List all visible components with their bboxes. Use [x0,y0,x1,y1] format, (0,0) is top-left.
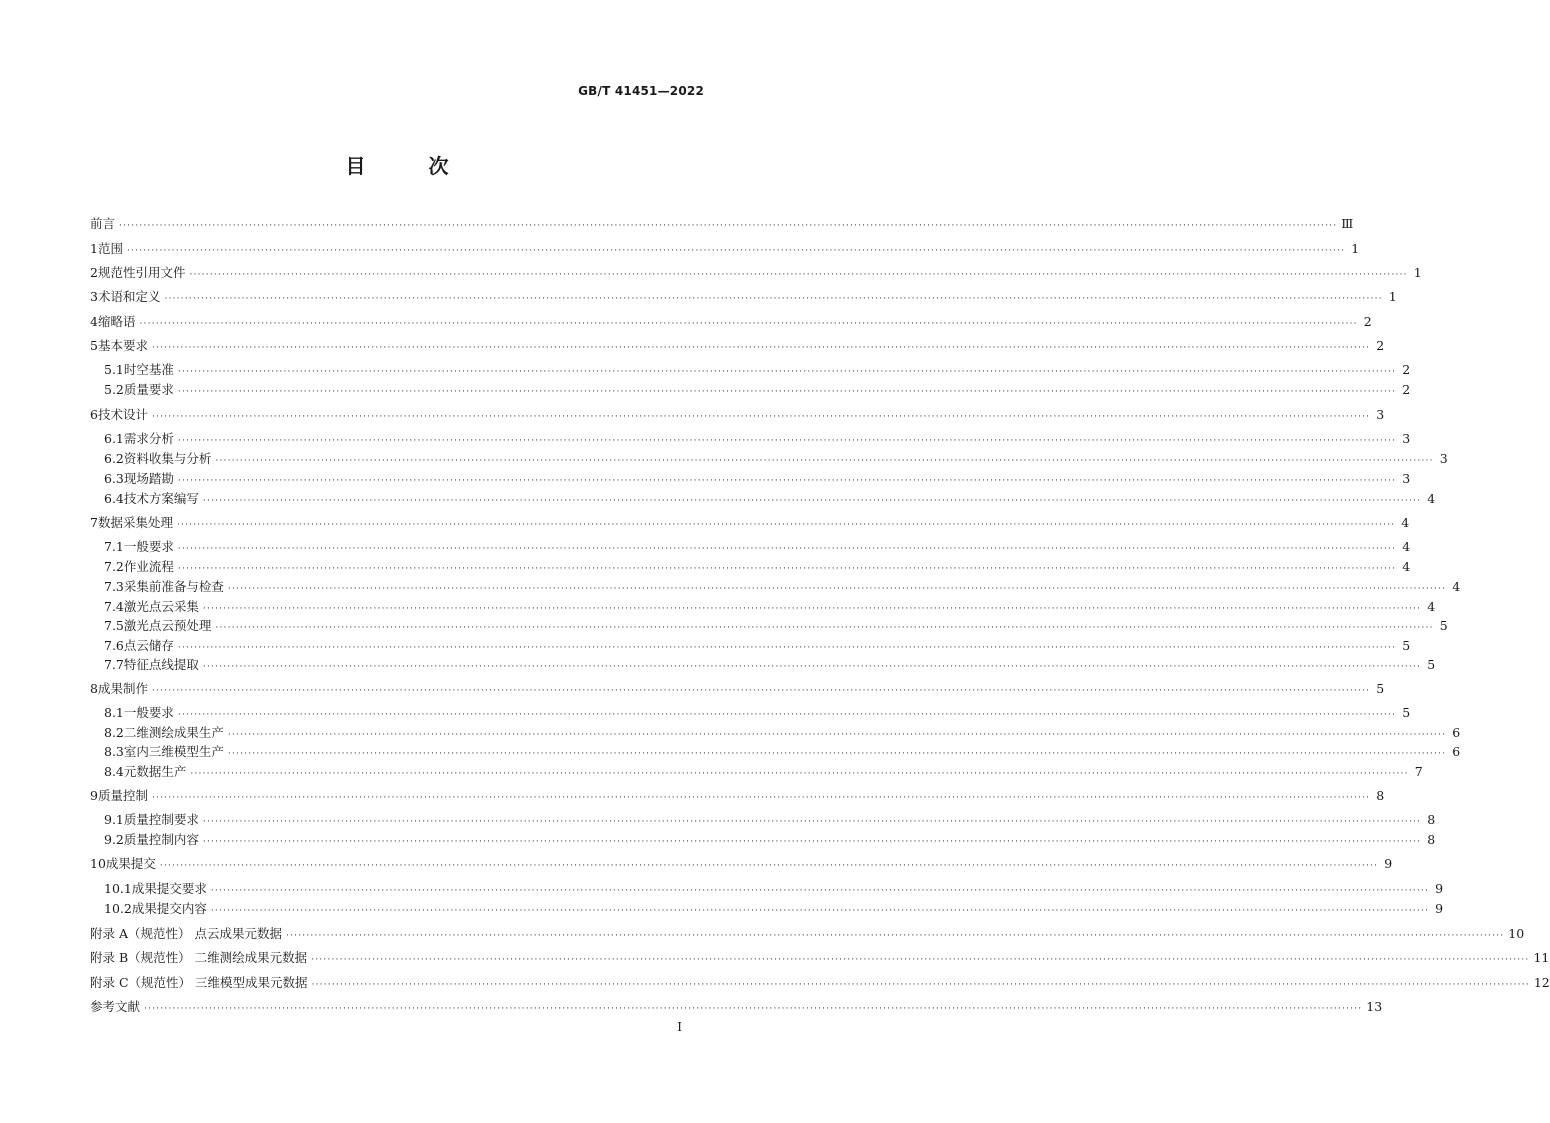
toc-entry-page: 10 [1508,926,1525,941]
toc-entry[interactable] [90,430,1411,448]
page-folio: I [677,1020,682,1034]
toc-entry[interactable] [90,490,1436,508]
toc-entry-label: 质量要求 [123,382,174,397]
toc-entry-page: Ⅲ [1341,216,1354,231]
toc-entry-number: 7 [90,515,98,530]
toc-entry-page: 8 [1427,812,1436,827]
toc-entry-number: 8.2 [104,725,124,740]
toc-entry[interactable] [90,313,1372,331]
toc-entry-label: 现场踏勘 [123,471,174,486]
toc-leader-dots: ············································································································································································································································································································ [202,604,1422,614]
toc-entry-page: 3 [1402,431,1411,446]
toc-leader-dots: ············································································································································································································································································································ [151,686,1371,696]
toc-leader-dots: ············································································································································································································································································································ [177,544,1397,554]
toc-entry-page: 5 [1402,638,1411,653]
toc-leader-dots: ············································································································································································································································································································ [177,643,1397,653]
toc-entry-label: 激光点云预处理 [123,618,212,633]
toc-entry-page: 5 [1427,657,1436,672]
toc-entry-number: 附录 C（规范性） [90,975,192,990]
toc-entry-label: 规范性引用文件 [97,265,186,280]
toc-entry-number: 4 [90,314,98,329]
toc-leader-dots: ············································································································································································································································································································ [210,886,1430,896]
toc-entry-number: 7.3 [104,579,124,594]
toc-entry-number: 7.6 [104,638,124,653]
toc-leader-dots: ············································································································································································································································································································ [177,564,1397,574]
toc-entry[interactable] [90,538,1411,556]
toc-leader-dots: ············································································································································································································································································································ [177,476,1397,486]
toc-entry[interactable] [90,337,1385,355]
toc-entry[interactable] [90,637,1411,655]
toc-entry-number: 7.1 [104,539,124,554]
toc-entry[interactable] [90,880,1444,898]
toc-entry-label: 一般要求 [123,539,174,554]
toc-entry[interactable] [90,743,1461,761]
toc-entry-page: 8 [1376,788,1385,803]
toc-entry-number: 7.4 [104,599,124,614]
toc-leader-dots: ············································································································································································································································································································ [144,1004,1363,1014]
toc-entry[interactable] [90,264,1422,282]
toc-entry-page: 1 [1351,241,1360,256]
toc-entry-number: 6.1 [104,431,124,446]
toc-entry-number: 7.5 [104,618,124,633]
toc-entry[interactable] [90,763,1423,781]
toc-entry-page: 13 [1366,999,1383,1014]
toc-entry-page: 11 [1533,950,1550,965]
toc-entry-number: 6.2 [104,451,124,466]
toc-entry-label: 前言 [90,216,116,231]
toc-entry[interactable] [90,656,1436,674]
toc-entry-page: 2 [1363,314,1372,329]
toc-leader-dots: ············································································································································································································································································································ [177,436,1397,446]
toc-leader-dots: ············································································································································································································································································································ [159,861,1379,871]
toc-entry-page: 6 [1452,725,1461,740]
toc-entry-label: 质量控制内容 [123,832,199,847]
toc-leader-dots: ············································································································································································································································································································ [202,837,1422,847]
toc-leader-dots: ············································································································································································································································································································ [119,221,1338,231]
toc-entry-page: 1 [1388,289,1397,304]
page-title: 目 次 [345,154,477,178]
toc-entry-label: 元数据生产 [123,764,187,779]
toc-entry-page: 4 [1401,515,1410,530]
toc-leader-dots: ············································································································································································································································································································ [189,270,1408,280]
toc-leader-dots: ············································································································································································································································································································ [164,294,1383,304]
toc-entry-page: 2 [1376,338,1385,353]
toc-entry-label: 资料收集与分析 [123,451,212,466]
toc-leader-dots: ············································································································································································································································································································ [151,343,1371,353]
toc-entry-page: 5 [1439,618,1448,633]
standard-code: GB/T 41451—2022 [578,84,704,98]
toc-entry-page: 5 [1402,705,1411,720]
toc-leader-dots: ············································································································································································································································································································ [126,246,1346,256]
toc-entry[interactable] [90,949,1550,967]
toc-entry-number: 10.1 [104,881,132,896]
toc-entry-label: 二维测绘成果元数据 [194,950,308,965]
toc-entry-number: 9.2 [104,832,124,847]
toc-leader-dots: ············································································································································································································································································································ [227,749,1447,759]
toc-entry-label: 缩略语 [97,314,136,329]
toc-entry-number: 8.1 [104,705,124,720]
toc-entry-label: 一般要求 [123,705,174,720]
toc-entry-number: 5.1 [104,362,124,377]
toc-entry-page: 3 [1439,451,1448,466]
toc-entry[interactable] [90,450,1448,468]
toc-entry-label: 作业流程 [123,559,174,574]
toc-entry-number: 9 [90,788,98,803]
toc-entry-label: 需求分析 [123,431,174,446]
toc-leader-dots: ············································································································································································································································································································ [151,412,1371,422]
toc-entry-label: 三维模型成果元数据 [195,975,308,990]
toc-entry-number: 8 [90,681,98,696]
toc-entry-number: 2 [90,265,98,280]
toc-entry[interactable] [90,240,1360,258]
toc-leader-dots: ············································································································································································································································································································ [215,456,1434,466]
toc-entry-label: 技术设计 [97,407,148,422]
toc-entry-label: 术语和定义 [97,289,161,304]
toc-entry[interactable] [90,578,1461,596]
toc-leader-dots: ············································································································································································································································································································ [227,730,1447,740]
toc-entry[interactable] [90,704,1411,722]
toc-entry[interactable] [90,288,1397,306]
toc-entry[interactable] [90,811,1436,829]
toc-entry[interactable] [90,617,1448,635]
toc-entry-page: 9 [1435,901,1444,916]
toc-leader-dots: ············································································································································································································································································································ [286,931,1505,941]
toc-entry[interactable] [90,381,1411,399]
toc-entry-number: 5.2 [104,382,124,397]
toc-entry-number: 5 [90,338,98,353]
toc-entry-page: 5 [1376,681,1385,696]
toc-leader-dots: ············································································································································································································································································································ [202,496,1422,506]
toc-leader-dots: ············································································································································································································································································································ [139,319,1358,329]
toc-entry[interactable] [90,998,1383,1016]
toc-entry-page: 8 [1427,832,1436,847]
toc-entry-label: 质量控制 [97,788,148,803]
toc-leader-dots: ············································································································································································································································································································ [177,387,1397,397]
toc-entry[interactable] [90,361,1411,379]
toc-entry[interactable] [90,974,1550,992]
toc-entry-label: 点云成果元数据 [194,926,283,941]
toc-entry-number: 6.4 [104,491,124,506]
toc-entry-label: 特征点线提取 [123,657,199,672]
toc-entry-label: 成果提交要求 [131,881,207,896]
toc-entry-number: 10 [90,856,106,871]
toc-leader-dots: ············································································································································································································································································································ [151,793,1371,803]
toc-entry-page: 6 [1452,744,1461,759]
toc-entry[interactable] [90,724,1461,742]
toc-entry-label: 时空基准 [123,362,174,377]
toc-entry[interactable] [90,470,1411,488]
toc-leader-dots: ············································································································································································································································································································ [177,710,1397,720]
toc-entry-label: 成果提交 [105,856,156,871]
toc-entry-number: 3 [90,289,98,304]
toc-entry[interactable] [90,855,1393,873]
toc-entry-label: 采集前准备与检查 [123,579,224,594]
toc-entry-label: 点云储存 [123,638,174,653]
toc-entry-label: 质量控制要求 [123,812,199,827]
toc-entry-label: 数据采集处理 [97,515,173,530]
toc-entry-page: 4 [1402,559,1411,574]
toc-leader-dots: ············································································································································································································································································································ [177,367,1397,377]
toc-entry-page: 2 [1402,382,1411,397]
toc-entry[interactable] [90,831,1436,849]
toc-entry-page: 12 [1533,975,1550,990]
toc-entry-page: 4 [1427,491,1436,506]
toc-entry-number: 10.2 [104,901,132,916]
toc-entry[interactable] [90,900,1444,918]
toc-entry[interactable] [90,215,1354,233]
toc-entry-number: 8.3 [104,744,124,759]
toc-leader-dots: ············································································································································································································································································································ [210,906,1430,916]
toc-leader-dots: ············································································································································································································································································································ [311,980,1530,990]
toc-entry[interactable] [90,514,1410,532]
toc-entry-label: 范围 [97,241,123,256]
toc-entry-number: 1 [90,241,98,256]
toc-entry-label: 成果制作 [97,681,148,696]
toc-entry-label: 二维测绘成果生产 [123,725,224,740]
toc-entry-number: 7.7 [104,657,124,672]
toc-entry-page: 2 [1402,362,1411,377]
toc-leader-dots: ············································································································································································································································································································ [176,520,1396,530]
toc-entry-page: 4 [1452,579,1461,594]
toc-entry-label: 技术方案编写 [123,491,199,506]
toc-entry[interactable] [90,925,1525,943]
toc-entry-number: 8.4 [104,764,124,779]
toc-entry-label: 室内三维模型生产 [123,744,224,759]
toc-entry-page: 3 [1376,407,1385,422]
toc-leader-dots: ············································································································································································································································································································ [227,584,1447,594]
toc-entry-label: 激光点云采集 [123,599,199,614]
toc-entry-number: 附录 B（规范性） [90,950,191,965]
toc-entry-number: 6 [90,407,98,422]
toc-entry-page: 7 [1414,764,1423,779]
toc-leader-dots: ············································································································································································································································································································ [215,623,1434,633]
toc-entry-number: 9.1 [104,812,124,827]
toc-entry[interactable] [90,787,1385,805]
toc-leader-dots: ············································································································································································································································································································ [311,955,1530,965]
toc-entry-number: 附录 A（规范性） [90,926,191,941]
toc-entry-page: 9 [1435,881,1444,896]
toc-entry-label: 成果提交内容 [131,901,207,916]
toc-entry[interactable] [90,598,1436,616]
toc-leader-dots: ············································································································································································································································································································ [190,769,1409,779]
toc-leader-dots: ············································································································································································································································································································ [202,817,1422,827]
toc-entry[interactable] [90,406,1385,424]
toc-entry-page: 9 [1384,856,1393,871]
toc-entry-label: 基本要求 [97,338,148,353]
toc-entry-page: 3 [1402,471,1411,486]
toc-entry[interactable] [90,680,1385,698]
toc-entry-page: 4 [1402,539,1411,554]
toc-entry[interactable] [90,558,1411,576]
toc-entry-page: 1 [1413,265,1422,280]
toc-entry-number: 6.3 [104,471,124,486]
toc-leader-dots: ············································································································································································································································································································ [202,662,1422,672]
toc-entry-label: 参考文献 [90,999,141,1014]
toc-entry-number: 7.2 [104,559,124,574]
toc-entry-page: 4 [1427,599,1436,614]
